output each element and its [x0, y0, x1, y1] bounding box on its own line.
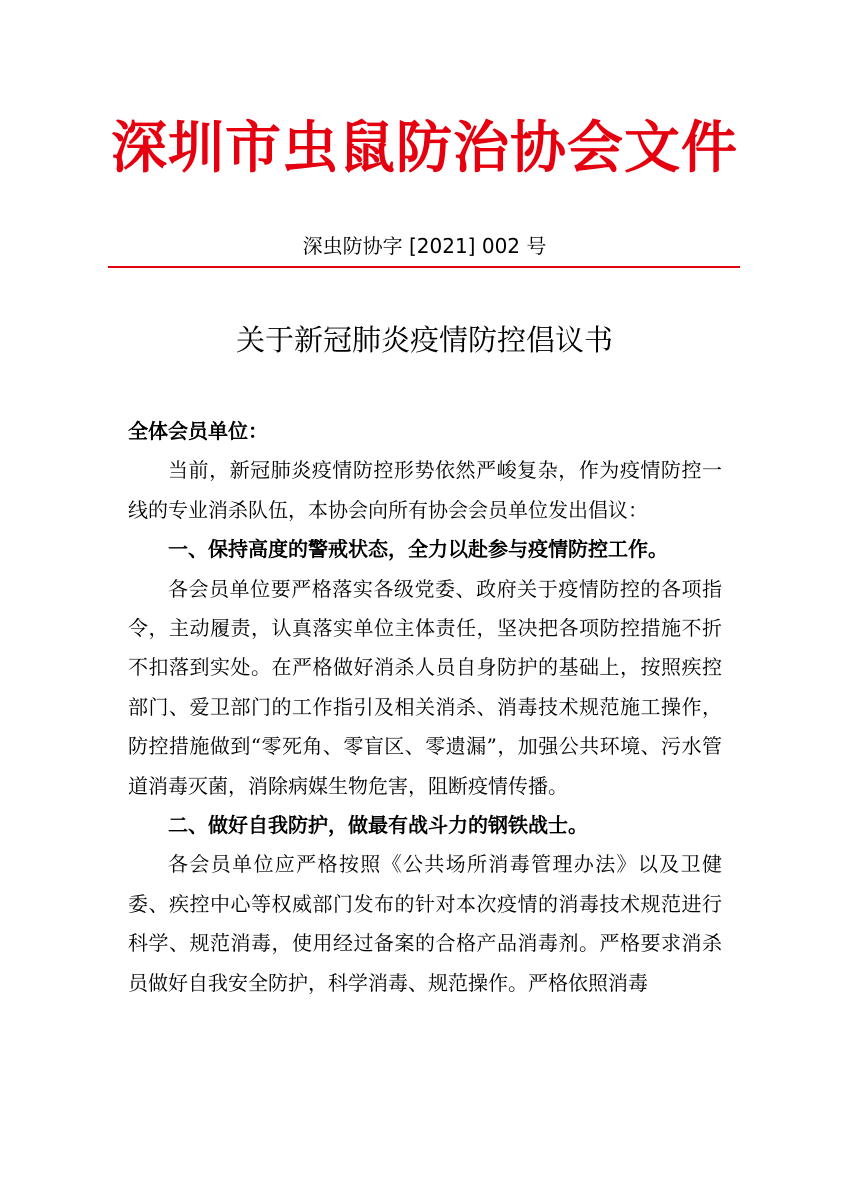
salutation: 全体会员单位： [128, 419, 268, 443]
section-heading: 一、保持高度的警戒状态，全力以赴参与疫情防控工作。 [168, 537, 668, 562]
header-divider [108, 266, 740, 268]
intro-paragraph: 当前，新冠肺炎疫情防控形势依然严峻复杂，作为疫情防控一线的专业消杀队伍，本协会向所有协会会员单位发出倡议： [128, 458, 722, 522]
section-paragraph: 各会员单位应严格按照《公共场所消毒管理办法》以及卫健委、疾控中心等权威部门发布的针对本次疫情的消毒技术规范进行科学、规范消毒，使用经过备案的合格产品消毒剂。严格要求消杀员做好自我安全防护，科学消毒、规范操作。严格依照消毒 [128, 852, 722, 995]
document-body [128, 412, 722, 1003]
document-number: 深虫防协字 [2021] 002 号 [302, 234, 547, 258]
section-heading: 二、做好自我防护，做最有战斗力的钢铁战士。 [168, 813, 588, 838]
document-header: 深圳市虫鼠防治协会文件 [111, 115, 738, 181]
document-title: 关于新冠肺炎疫情防控倡议书 [235, 323, 613, 357]
section-paragraph: 各会员单位要严格落实各级党委、政府关于疫情防控的各项指令，主动履责，认真落实单位主体责任，坚决把各项防控措施不折不扣落到实处。在严格做好消杀人员自身防护的基础上，按照疾控部门、爱卫部门的工作指引及相关消杀、消毒技术规范施工操作，防控措施做到“零死角、零盲区、零遗漏”，加强公共环境、污水管道消毒灭菌，消除病媒生物危害，阻断疫情传播。 [128, 576, 722, 798]
